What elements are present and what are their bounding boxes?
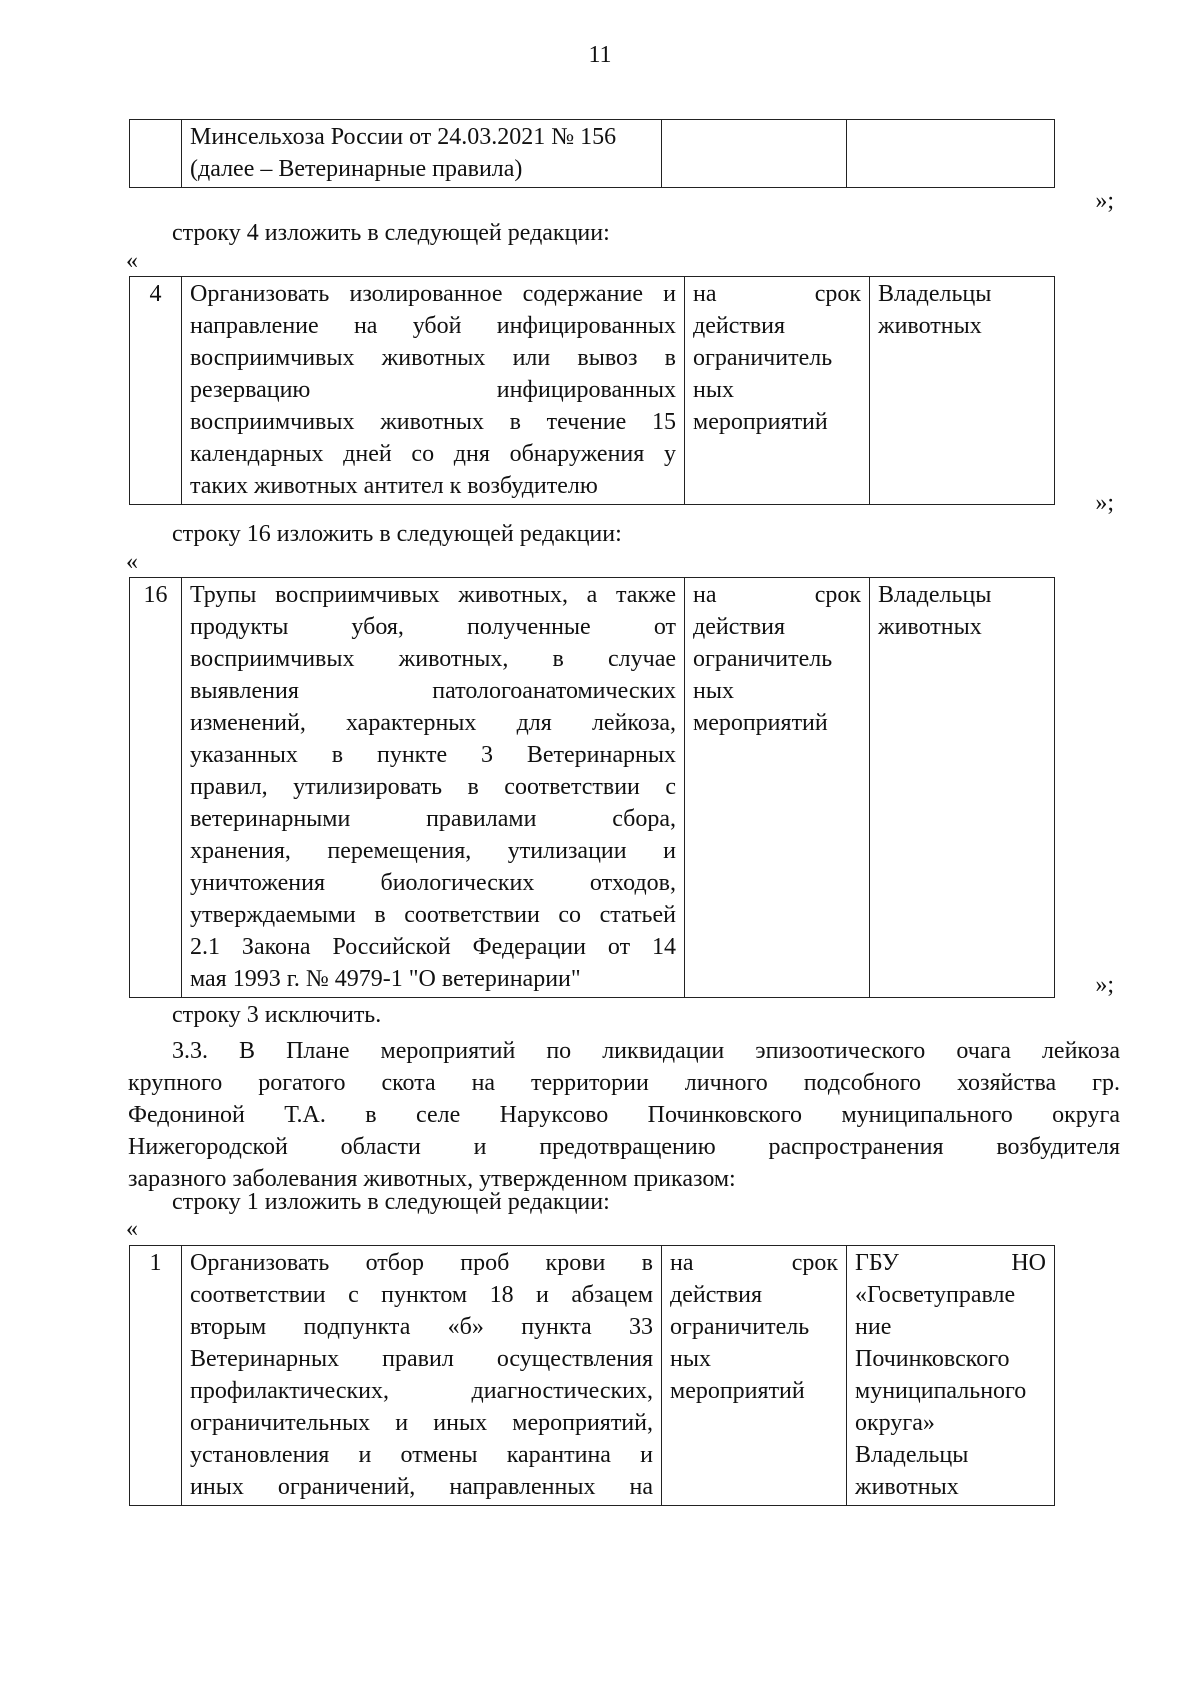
paragraph-line: заразного заболевания животных, утвержденном приказом:	[128, 1166, 736, 1192]
measure-line: таких животных антител к возбудителю	[190, 473, 598, 499]
deadline-word: срок	[814, 582, 861, 608]
instruction-row-1: строку 1 изложить в следующей редакции:	[172, 1189, 610, 1215]
measure-line: установления и отмены карантина и	[190, 1442, 653, 1468]
responsible-cell	[847, 120, 1055, 188]
opening-quote: «	[126, 248, 138, 274]
deadline-line: ных	[670, 1346, 711, 1372]
deadline-line: ограничитель	[693, 646, 833, 672]
measure-line: (далее – Ветеринарные правила)	[190, 156, 523, 182]
responsible-line: Владельцы	[855, 1442, 969, 1468]
table-continued	[129, 119, 1055, 188]
paragraph-line: крупного рогатого скота на территории личного подсобного хозяйства гр.	[128, 1070, 1120, 1096]
closing-quote: »;	[1095, 490, 1114, 516]
responsible-line: Владельцы	[878, 281, 992, 307]
measure-line: восприимчивых животных, в случае	[190, 646, 676, 672]
measure-line: Минсельхоза России от 24.03.2021 № 156	[190, 124, 617, 150]
responsible-word: ГБУ	[855, 1250, 899, 1276]
measure-line: уничтожения биологических отходов,	[190, 870, 676, 896]
deadline-line: действия	[693, 614, 786, 640]
row-number-cell: 16	[130, 578, 182, 998]
instruction-row-3: строку 3 исключить.	[172, 1002, 382, 1028]
measure-line: Организовать изолированное содержание и	[190, 281, 676, 307]
responsible-line: животных	[878, 313, 982, 339]
row-number-cell	[130, 120, 182, 188]
responsible-cell	[870, 277, 1055, 505]
responsible-line: округа»	[855, 1410, 935, 1436]
paragraph-line: 3.3. В Плане мероприятий по ликвидации эпизоотического очага лейкоза	[172, 1038, 1120, 1064]
measure-line: 2.1 Закона Российской Федерации от 14	[190, 934, 676, 960]
deadline-word: на	[693, 281, 717, 307]
responsible-line: Владельцы	[878, 582, 992, 608]
measure-line: хранения, перемещения, утилизации и	[190, 838, 676, 864]
deadline-first-line	[670, 1247, 838, 1279]
measure-line: правил, утилизировать в соответствии с	[190, 774, 676, 800]
measure-line: Ветеринарных правил осуществления	[190, 1346, 653, 1372]
measure-cell	[182, 578, 685, 998]
deadline-cell	[685, 277, 870, 505]
page-number: 11	[588, 42, 612, 68]
opening-quote: «	[126, 1216, 138, 1242]
row-number-cell: 1	[130, 1246, 182, 1506]
responsible-line: животных	[855, 1474, 959, 1500]
measure-line: ограничительных и иных мероприятий,	[190, 1410, 653, 1436]
measure-line: мая 1993 г. № 4979-1 "О ветеринарии"	[190, 966, 581, 992]
deadline-cell	[662, 120, 847, 188]
measure-line: восприимчивых животных в течение 15	[190, 409, 676, 435]
table-row	[130, 120, 1055, 188]
deadline-line: ограничитель	[693, 345, 833, 371]
table-row	[130, 1246, 1055, 1506]
table-row	[130, 578, 1055, 998]
measure-cell	[182, 277, 685, 505]
responsible-line: Починковского	[855, 1346, 1010, 1372]
deadline-line: действия	[693, 313, 786, 339]
measure-line: иных ограничений, направленных на	[190, 1474, 653, 1500]
table-row-4	[129, 276, 1055, 505]
deadline-line: ных	[693, 377, 734, 403]
opening-quote: «	[126, 549, 138, 575]
measure-line: Трупы восприимчивых животных, а также	[190, 582, 676, 608]
instruction-row-4: строку 4 изложить в следующей редакции:	[172, 220, 610, 246]
table-row-1	[129, 1245, 1055, 1506]
measure-line: Организовать отбор проб крови в	[190, 1250, 653, 1276]
responsible-line: ние	[855, 1314, 892, 1340]
row-number-cell: 4	[130, 277, 182, 505]
deadline-cell	[685, 578, 870, 998]
deadline-first-line	[693, 278, 861, 310]
measure-line: ветеринарными правилами сбора,	[190, 806, 676, 832]
table-row-16	[129, 577, 1055, 998]
section-3-3-paragraph	[128, 1035, 1120, 1195]
measure-line: продукты убоя, полученные от	[190, 614, 676, 640]
deadline-cell	[662, 1246, 847, 1506]
deadline-word: срок	[791, 1250, 838, 1276]
responsible-line: муниципального	[855, 1378, 1027, 1404]
deadline-word: срок	[814, 281, 861, 307]
deadline-line: ограничитель	[670, 1314, 810, 1340]
deadline-line: мероприятий	[693, 409, 828, 435]
measure-cell	[182, 120, 662, 188]
deadline-word: на	[693, 582, 717, 608]
responsible-word: НО	[1011, 1250, 1046, 1276]
measure-line: восприимчивых животных или вывоз в	[190, 345, 676, 371]
deadline-line: ных	[693, 678, 734, 704]
closing-quote: »;	[1095, 972, 1114, 998]
responsible-cell	[847, 1246, 1055, 1506]
measure-line: календарных дней со дня обнаружения у	[190, 441, 676, 467]
measure-line: утверждаемыми в соответствии со статьей	[190, 902, 676, 928]
measure-line: изменений, характерных для лейкоза,	[190, 710, 676, 736]
deadline-line: мероприятий	[693, 710, 828, 736]
responsible-first-line	[855, 1247, 1046, 1279]
measure-line: указанных в пункте 3 Ветеринарных	[190, 742, 676, 768]
measure-line: выявления патологоанатомических	[190, 678, 676, 704]
responsible-cell	[870, 578, 1055, 998]
measure-line: вторым подпункта «б» пункта 33	[190, 1314, 653, 1340]
closing-quote: »;	[1095, 188, 1114, 214]
instruction-row-16: строку 16 изложить в следующей редакции:	[172, 521, 622, 547]
measure-cell	[182, 1246, 662, 1506]
measure-line: профилактических, диагностических,	[190, 1378, 653, 1404]
measure-line: соответствии с пунктом 18 и абзацем	[190, 1282, 653, 1308]
measure-line: резервацию инфицированных	[190, 377, 676, 403]
paragraph-line: Нижегородской области и предотвращению распространения возбудителя	[128, 1134, 1120, 1160]
deadline-first-line	[693, 579, 861, 611]
responsible-line: «Госветуправле	[855, 1282, 1016, 1308]
responsible-line: животных	[878, 614, 982, 640]
measure-line: направление на убой инфицированных	[190, 313, 676, 339]
deadline-line: мероприятий	[670, 1378, 805, 1404]
paragraph-line: Федониной Т.А. в селе Наруксово Починковского муниципального округа	[128, 1102, 1120, 1128]
deadline-word: на	[670, 1250, 694, 1276]
table-row	[130, 277, 1055, 505]
deadline-line: действия	[670, 1282, 763, 1308]
